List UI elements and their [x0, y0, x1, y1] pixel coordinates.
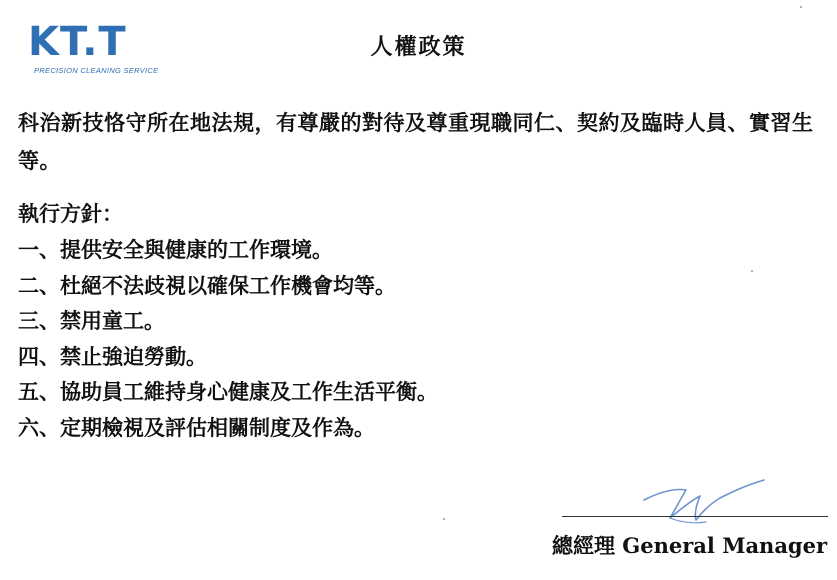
handwritten-signature: [640, 478, 770, 528]
signature-line: [562, 516, 828, 517]
intro-paragraph: 科治新技恪守所在地法規，有尊嚴的對待及尊重現職同仁、契約及臨時人員、實習生等。: [18, 110, 814, 173]
policy-item: 三、禁用童工。: [18, 308, 165, 333]
policy-item: 二、杜絕不法歧視以確保工作機會均等。: [18, 272, 396, 298]
policy-item: 六、定期檢視及評估相關制度及作為。: [18, 414, 375, 440]
policy-item: 五、協助員工維持身心健康及工作生活平衡。: [18, 379, 438, 404]
policy-item: 四、禁止強迫勞動。: [18, 343, 207, 369]
signature-label: 總經理 General Manager: [552, 533, 828, 558]
logo-mark: KT.T: [28, 19, 127, 65]
logo-tagline: PRECISION CLEANING SERVICE: [34, 66, 159, 75]
policy-item: 一、提供安全與健康的工作環境。: [18, 237, 333, 262]
document-title: 人權政策: [370, 34, 467, 60]
policy-heading: 執行方針：: [18, 201, 123, 226]
scan-speck: [751, 270, 753, 272]
scan-speck: [800, 6, 802, 8]
policy-list: [18, 232, 438, 445]
scan-speck: [443, 518, 445, 520]
